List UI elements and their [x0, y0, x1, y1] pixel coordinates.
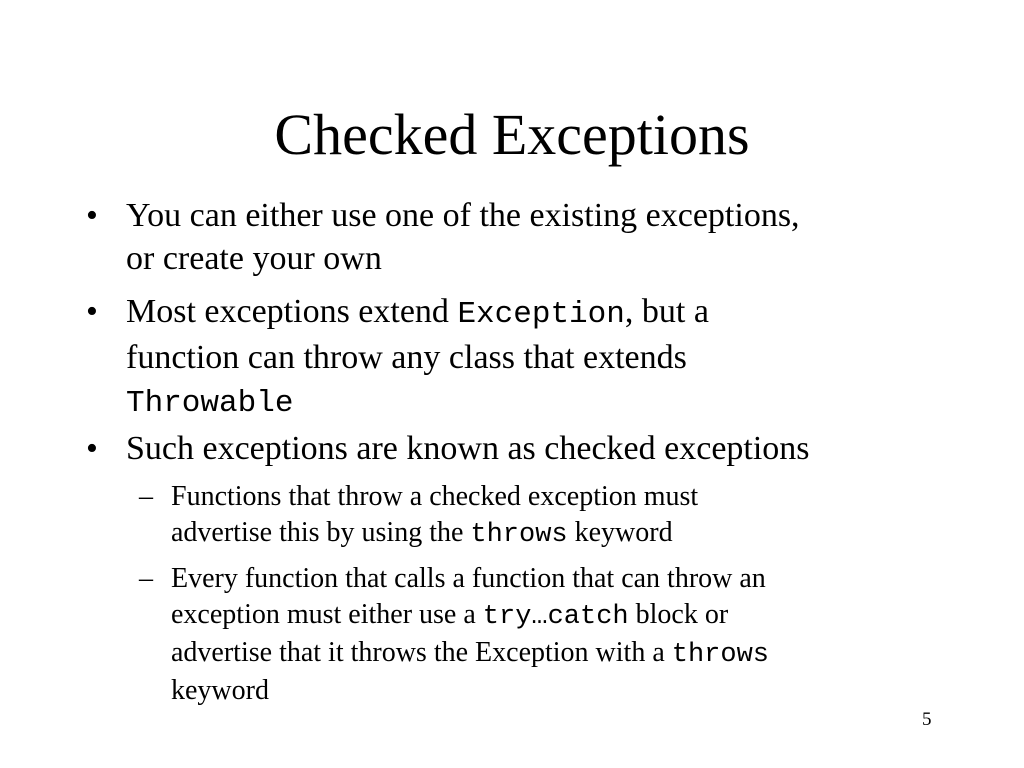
- bullet-marker: •: [86, 197, 98, 234]
- sub-bullet-text: Every function that calls a function that can throw an: [171, 563, 766, 594]
- bullet-text: , but a: [624, 293, 709, 330]
- sub-bullet-text: keyword: [567, 517, 673, 548]
- bullet-text: Most exceptions extend: [126, 293, 458, 330]
- bullet-item: [86, 427, 956, 470]
- code-keyword: throws: [470, 520, 568, 550]
- sub-bullet-text: advertise that it throws the Exception with a: [171, 637, 672, 668]
- sub-bullet-text: exception must either use a: [171, 599, 483, 630]
- bullet-text: function can throw any class that extends: [126, 339, 687, 376]
- bullet-item: [86, 290, 956, 425]
- bullet-item: [86, 194, 956, 280]
- slide-title: Checked Exceptions: [274, 102, 750, 167]
- bullet-text: or create your own: [126, 240, 382, 277]
- sub-bullet-item: [139, 479, 931, 553]
- code-keyword: Throwable: [126, 386, 294, 421]
- code-keyword: throws: [671, 640, 769, 670]
- sub-bullet-marker: –: [139, 563, 153, 594]
- page-number: 5: [922, 709, 932, 730]
- sub-bullet-text: block or: [628, 599, 729, 630]
- bullet-marker: •: [86, 293, 98, 330]
- sub-bullet-text: keyword: [171, 675, 269, 706]
- sub-bullet-text: advertise this by using the: [171, 517, 471, 548]
- bullet-text: You can either use one of the existing exceptions,: [126, 197, 800, 234]
- sub-bullet-text: Functions that throw a checked exception must: [171, 481, 699, 512]
- code-keyword: try…catch: [482, 602, 629, 632]
- bullet-marker: •: [86, 430, 98, 467]
- sub-bullet-item: [139, 561, 931, 709]
- bullet-text: Such exceptions are known as checked exceptions: [126, 430, 810, 467]
- code-keyword: Exception: [457, 297, 625, 332]
- sub-bullet-marker: –: [139, 481, 153, 512]
